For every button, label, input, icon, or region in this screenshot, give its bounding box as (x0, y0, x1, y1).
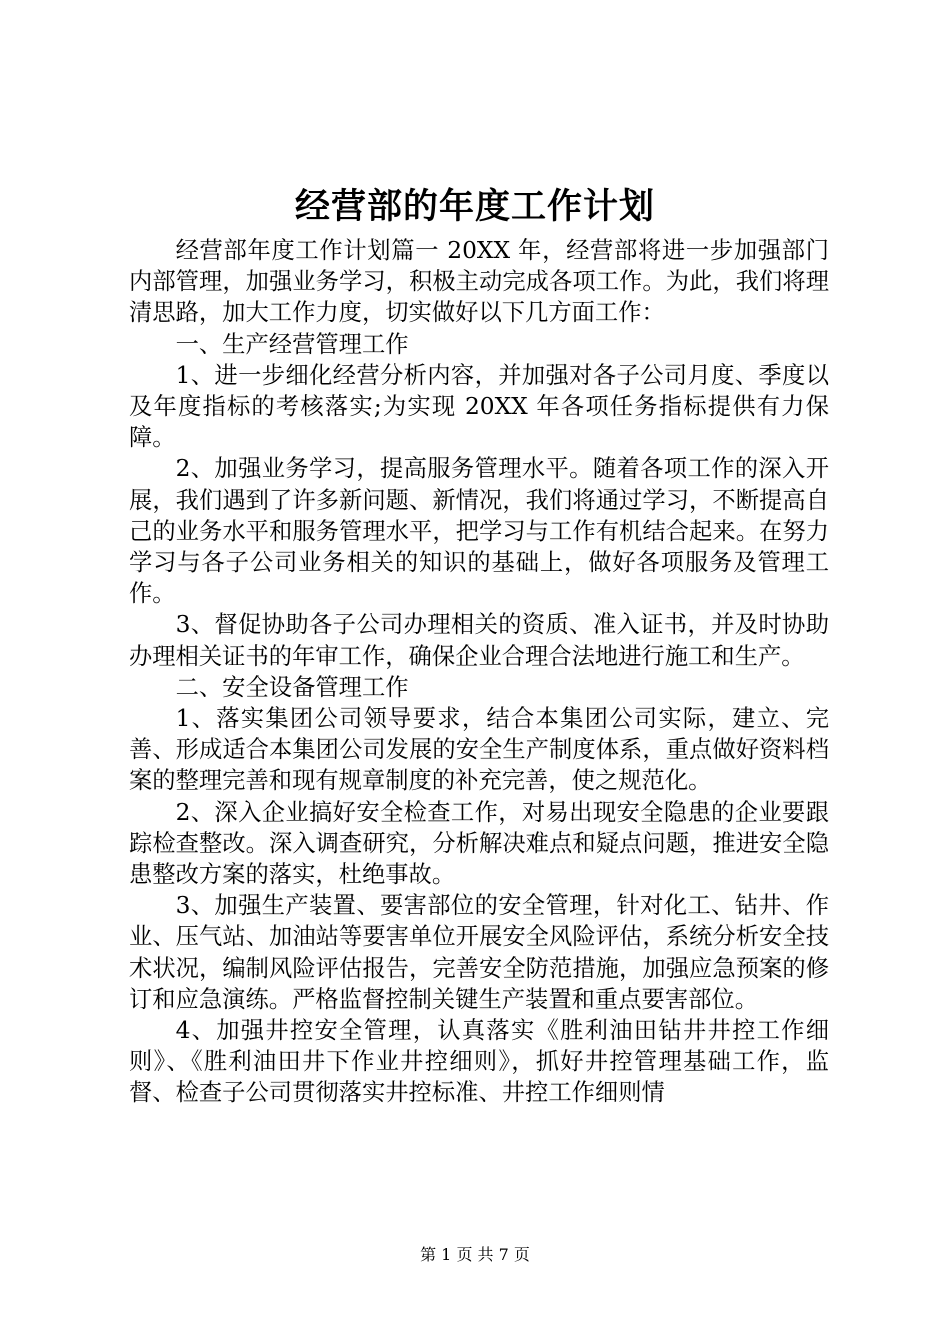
section-heading-safety: 二、安全设备管理工作 (175, 673, 409, 701)
paragraph-item: 1、落实集团公司领导要求，结合本集团公司实际，建立、完善、形成适合本集团公司发展的安全生产制度体系，重点做好资料档案的整理完善和现有规章制度的补充完善，使之规范化。 (129, 705, 829, 795)
page-footer: 第 1 页 共 7 页 (420, 1245, 530, 1264)
section-heading-production: 一、生产经营管理工作 (175, 330, 409, 358)
paragraph-item: 2、深入企业搞好安全检查工作，对易出现安全隐患的企业要跟踪检查整改。深入调查研究，分析解决难点和疑点问题，推进安全隐患整改方案的落实，杜绝事故。 (129, 798, 829, 889)
paragraph-item: 4、加强井控安全管理，认真落实《胜利油田钻井井控工作细则》、《胜利油田井下作业井控细则》，抓好井控管理基础工作，监督、检查子公司贯彻落实井控标准、井控工作细则情 (129, 1017, 829, 1107)
paragraph-intro: 经营部年度工作计划篇一 20XX 年，经营部将进一步加强部门内部管理，加强业务学习，积极主动完成各项工作。为此，我们将理清思路，加大工作力度，切实做好以下几方面工作： (129, 237, 829, 327)
paragraph-item: 2、加强业务学习，提高服务管理水平。随着各项工作的深入开展，我们遇到了许多新问题、新情况，我们将通过学习，不断提高自己的业务水平和服务管理水平，把学习与工作有机结合起来。在努力学习与各子公司业务相关的知识的基础上，做好各项服务及管理工作。 (129, 455, 829, 608)
paragraph-item: 3、督促协助各子公司办理相关的资质、准入证书，并及时协助办理相关证书的年审工作，确保企业合理合法地进行施工和生产。 (129, 611, 829, 670)
document-title: 经营部的年度工作计划 (294, 186, 655, 227)
paragraph-item: 1、进一步细化经营分析内容，并加强对各子公司月度、季度以及年度指标的考核落实;为实现 20XX 年各项任务指标提供有力保障。 (129, 361, 829, 452)
document-body (129, 235, 829, 1109)
paragraph-item: 3、加强生产装置、要害部位的安全管理，针对化工、钻井、作业、压气站、加油站等要害单位开展安全风险评估，系统分析安全技术状况，编制风险评估报告，完善安全防范措施，加强应急预案的修订和应急演练。严格监督控制关键生产装置和重点要害部位。 (129, 892, 829, 1013)
